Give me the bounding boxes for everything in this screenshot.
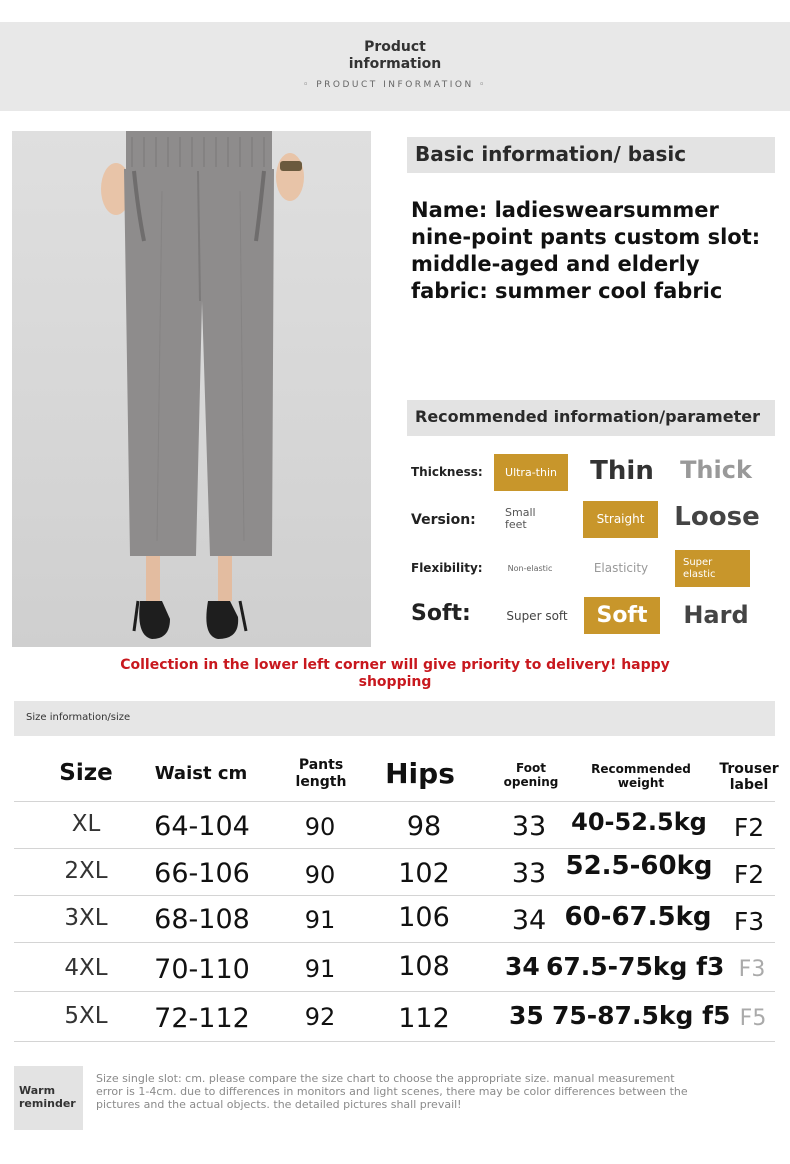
label-cell: F2 bbox=[733, 813, 765, 842]
table-divider bbox=[14, 1041, 775, 1042]
warm-reminder-text: Warm reminder bbox=[19, 1084, 76, 1110]
size-col-header: Pants length bbox=[295, 757, 347, 790]
product-photo bbox=[12, 131, 371, 647]
hips-cell: 98 bbox=[406, 811, 442, 842]
foot-cell: 33 bbox=[511, 858, 547, 889]
recommended-heading: Recommended information/parameter bbox=[415, 407, 760, 426]
foot-cell: 34 bbox=[511, 905, 547, 936]
basic-info-body bbox=[411, 197, 781, 305]
size-col-header: Trouser label bbox=[719, 761, 779, 793]
size-cell: XL bbox=[71, 811, 101, 837]
param-option-selected: Straight bbox=[583, 501, 658, 538]
weight-cell: 40-52.5kg bbox=[571, 808, 707, 836]
waist-cell: 68-108 bbox=[154, 904, 250, 935]
warm-reminder-badge bbox=[14, 1066, 83, 1130]
basic-info-line: Name: ladieswearsummer bbox=[411, 198, 719, 222]
param-label-thickness: Thickness: bbox=[411, 465, 483, 479]
hips-cell: 108 bbox=[398, 951, 450, 982]
page-header bbox=[0, 22, 790, 111]
waist-cell: 66-106 bbox=[154, 858, 250, 889]
footer-note: Size single slot: cm. please compare the size chart to choose the appropriate size. manual measurement error is 1-4cm. due to differences in monitors and light scenes, there may be color differences between the pictures and the actual objects. the detailed pictures shall prevail! bbox=[96, 1072, 688, 1111]
header-title-line2: information bbox=[348, 56, 442, 72]
weight-cell: 60-67.5kg bbox=[564, 902, 712, 932]
param-option-selected: Super elastic bbox=[675, 550, 750, 587]
size-col-header: Recommended weight bbox=[591, 762, 691, 790]
param-label-version: Version: bbox=[411, 512, 476, 528]
waist-cell: 64-104 bbox=[154, 811, 250, 842]
size-info-heading-bar bbox=[14, 701, 775, 736]
length-cell: 90 bbox=[304, 813, 336, 841]
basic-info-heading: Basic information/ basic bbox=[415, 142, 687, 166]
size-col-header: Waist cm bbox=[154, 763, 248, 784]
hips-cell: 112 bbox=[398, 1003, 450, 1034]
promo-text: Collection in the lower left corner will give priority to delivery! happy shopping bbox=[120, 657, 670, 690]
foot-cell: 35 bbox=[509, 1001, 544, 1030]
param-option: Thick bbox=[680, 456, 752, 484]
size-cell: 5XL bbox=[64, 1003, 108, 1029]
basic-info-line: nine-point pants custom slot: bbox=[411, 225, 761, 249]
table-divider bbox=[14, 942, 775, 943]
param-option: Small feet bbox=[505, 506, 536, 531]
label-cell: F5 bbox=[739, 1006, 767, 1031]
param-option: Hard bbox=[683, 601, 749, 629]
length-cell: 90 bbox=[304, 861, 336, 889]
basic-info-line: fabric: summer cool fabric bbox=[411, 279, 723, 303]
weight-cell: 52.5-60kg bbox=[565, 851, 713, 881]
param-option-selected: Ultra-thin bbox=[494, 454, 568, 491]
weight-cell: 67.5-75kg f3 bbox=[546, 952, 725, 981]
param-option: Thin bbox=[590, 456, 654, 486]
table-divider bbox=[14, 848, 775, 849]
size-cell: 3XL bbox=[64, 905, 108, 931]
param-option: Elasticity bbox=[593, 561, 649, 575]
table-divider bbox=[14, 895, 775, 896]
foot-cell: 33 bbox=[511, 811, 547, 842]
waist-cell: 70-110 bbox=[154, 954, 250, 985]
param-label-soft: Soft: bbox=[411, 601, 471, 626]
hips-cell: 106 bbox=[398, 902, 450, 933]
param-option: Super soft bbox=[506, 609, 568, 623]
label-cell: F3 bbox=[738, 957, 766, 982]
weight-cell: 75-87.5kg f5 bbox=[552, 1001, 731, 1030]
basic-info-heading-bar bbox=[407, 137, 775, 173]
table-divider bbox=[14, 801, 775, 802]
pants-illustration bbox=[12, 131, 371, 647]
table-divider bbox=[14, 991, 775, 992]
size-cell: 4XL bbox=[64, 955, 108, 981]
recommended-heading-bar bbox=[407, 400, 775, 436]
size-cell: 2XL bbox=[64, 858, 108, 884]
foot-cell: 34 bbox=[505, 952, 540, 981]
length-cell: 91 bbox=[304, 955, 336, 983]
param-option-selected: Soft bbox=[584, 597, 660, 634]
param-option: Loose bbox=[674, 502, 760, 532]
size-info-heading: Size information/size bbox=[26, 712, 131, 723]
length-cell: 91 bbox=[304, 906, 336, 934]
basic-info-line: middle-aged and elderly bbox=[411, 252, 700, 276]
header-subtitle: ◦ PRODUCT INFORMATION ◦ bbox=[303, 80, 487, 90]
label-cell: F3 bbox=[733, 907, 765, 936]
size-col-header: Hips bbox=[385, 757, 455, 790]
param-label-flexibility: Flexibility: bbox=[411, 561, 483, 575]
length-cell: 92 bbox=[304, 1003, 336, 1031]
hips-cell: 102 bbox=[398, 858, 450, 889]
waist-cell: 72-112 bbox=[154, 1003, 250, 1034]
param-option: Non-elastic bbox=[507, 564, 553, 573]
header-title-line1: Product bbox=[364, 39, 426, 55]
header-title bbox=[0, 39, 790, 73]
size-col-header: Foot opening bbox=[503, 761, 559, 789]
label-cell: F2 bbox=[733, 860, 765, 889]
size-col-header: Size bbox=[59, 760, 113, 786]
